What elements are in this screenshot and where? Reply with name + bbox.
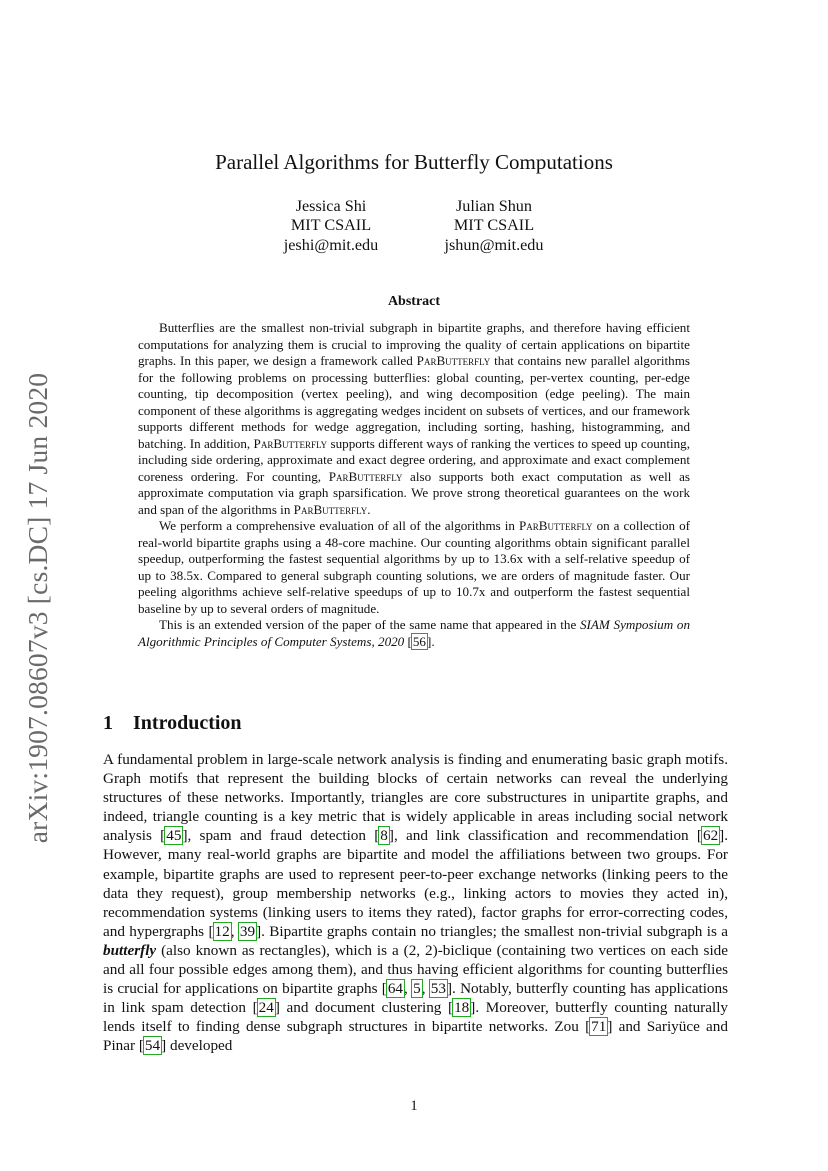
author-1: [246, 197, 416, 255]
author-name: Julian Shun: [456, 197, 532, 215]
framework-name: ParButterfly: [518, 518, 593, 533]
text-run: Butterflies are the smallest non-trivial subgraph in bipartite graphs, and therefore having efficient computations for analyzing them is crucial to improving the quality of certain applications on bipartite graphs. In this paper, we design a framework called: [138, 320, 690, 368]
text-run: .: [431, 633, 435, 649]
venue-name: SIAM Symposium on Algorithmic Principles of Computer Systems, 2020: [138, 617, 691, 649]
text-run: . Bipartite graphs contain no triangles; the smallest non-trivial subgraph is a: [261, 922, 729, 940]
framework-name: ParButterfly: [293, 501, 368, 517]
introduction-paragraph: A fundamental problem in large-scale network analysis is finding and enumerating basic graph motifs. Graph motifs that represent the building blocks of certain networks can reveal the underlying structures of these networks. Importantly, triangles are core substructures in unipartite graphs, and indeed, triangle counting is a key metric that is widely applicable in areas including social network analysis [45], spam and fraud detection [8], and link classification and recommendation [62]. However, many real-world graphs are bipartite and model the affiliations between two groups. For example, bipartite graphs are used to represent peer-to-peer exchange networks (linking peers to the data they request), group membership networks (e.g., linking actors to movies they acted in), recommendation systems (linking users to items they rated), factor graphs for error-correcting codes, and hypergraphs [12, 39]. Bipartite graphs contain no triangles; the smallest non-trivial subgraph is a butterfly (also known as rectangles), which is a (2, 2)-biclique (containing two vertices on each side and all four possible edges among them), and thus having efficient algorithms for counting butterflies is crucial for applications on bipartite graphs [64, 5, 53]. Notably, butterfly counting has applications in link spam detection [24] and document clustering [18]. Moreover, butterfly counting naturally lends itself to finding dense subgraph structures in bipartite networks. Zou [71] and Sariyüce and Pinar [54] developed: [103, 751, 729, 1055]
introduction-body: [103, 750, 728, 1056]
text-run: , spam and fraud detection: [187, 827, 366, 845]
citation-link[interactable]: 24: [258, 999, 274, 1017]
citation-link[interactable]: 53: [430, 980, 446, 998]
text-run: that contains new parallel algorithms for the following problems on processing butterflies: global counting, per-vertex counting, per-edge counting, tip decomposition (vertex peeling), and wing decomposition (edge peeling). The main component of these algorithms is aggregating wedges incident on subsets of vertices, and our framework supports different methods for wedge aggregation, including sorting, hashing, histogramming, and batching. In addition,: [138, 353, 690, 451]
paper-title: Parallel Algorithms for Butterfly Computations: [215, 150, 613, 174]
citation-link[interactable]: 54: [144, 1037, 161, 1055]
citation-link[interactable]: 12: [214, 922, 230, 940]
abstract-heading: Abstract: [387, 294, 441, 309]
text-run: on a collection of real-world bipartite graphs using a 48-core machine. Our counting algorithms obtain significant parallel speedup, outperforming the fastest sequential algorithms by up to 13.6x with a self-relative speedup of up to 38.5x. Compared to general subgraph counting solutions, we are orders of magnitude faster. Our peeling algorithms achieve self-relative speedups of up to 10.7x and outperform the fastest sequential baseline by up to several orders of magnitude.: [138, 518, 690, 616]
section-number: 1: [103, 712, 113, 734]
citation-link[interactable]: 62: [702, 827, 719, 845]
text-run: This is an extended version of the paper of the same name that appeared in the: [159, 617, 577, 632]
citation-link[interactable]: 45: [166, 827, 182, 845]
text-run: developed: [169, 1037, 233, 1055]
text-run: We perform a comprehensive evaluation of all of the algorithms in: [159, 518, 515, 533]
author-name: Jessica Shi: [295, 197, 367, 215]
arxiv-identifier-text: arXiv:1907.08607v3 [cs.DC] 17 Jun 2020: [22, 372, 53, 844]
framework-name: ParButterfly: [416, 353, 491, 368]
text-run: supports different ways of ranking the vertices to speed up counting, including side ordering, approximate and exact degree ordering, and approximate and exact complement coreness ordering. For counting,: [138, 435, 690, 484]
abstract-paragraph-1: [138, 320, 690, 518]
abstract-body: [138, 320, 690, 650]
text-run: (also known as rectangles), which is a (2, 2)-biclique (containing two vertices on each side and all four possible edges among them), and thus having efficient algorithms for counting butterflies is crucial for applications on bipartite graphs: [103, 941, 729, 998]
citation-link[interactable]: 56: [412, 633, 426, 649]
citation-link[interactable]: 64: [387, 980, 404, 998]
citation-link[interactable]: 8: [380, 827, 388, 845]
text-run: A fundamental problem in large-scale network analysis is finding and enumerating basic graph motifs. Graph motifs that represent the building blocks of certain networks can reveal the underlying structures of these networks. Importantly, triangles are core substructures in unipartite graphs, and indeed, triangle counting is a key metric that is widely applicable in areas including social network analysis: [103, 751, 728, 845]
framework-name: ParButterfly: [253, 435, 328, 451]
text-run: .: [367, 501, 371, 517]
author-email: jeshi@mit.edu: [283, 235, 379, 254]
citation-link[interactable]: 5: [413, 980, 421, 998]
citation-link[interactable]: 39: [239, 922, 256, 940]
author-2: [409, 197, 579, 255]
text-run: and Sariyüce and Pinar: [103, 1018, 728, 1055]
author-email: jshun@mit.edu: [444, 235, 544, 254]
emphasized-term: butterfly: [103, 941, 157, 959]
abstract-paragraph-2: [138, 518, 690, 617]
text-run: also supports both exact computation as well as approximate computation via graph sparsification. We prove strong theoretical guarantees on the work and span of the algorithms in: [138, 468, 690, 517]
text-run: . Notably, butterfly counting has applications in link spam detection: [103, 980, 729, 1017]
framework-name: ParButterfly: [328, 468, 403, 484]
author-affiliation: MIT CSAIL: [453, 216, 535, 235]
text-run: , and link classification and recommendation: [393, 827, 689, 845]
section-title: Introduction: [133, 712, 242, 734]
text-run: . However, many real-world graphs are bipartite and model the affiliations between two groups. For example, bipartite graphs are used to represent peer-to-peer exchange networks (linking peers to the data they request), group membership networks (e.g., linking actors to movies they acted in), recommendation systems (linking users to items they rated), factor graphs for error-correcting codes, and hypergraphs: [103, 827, 729, 940]
citation-link[interactable]: 18: [454, 999, 470, 1017]
text-run: . Moreover, butterfly counting naturally lends itself to finding dense subgraph structures in bipartite networks. Zou: [103, 999, 729, 1036]
section-heading: [103, 712, 242, 735]
abstract-paragraph-3: This is an extended version of the paper of the same name that appeared in the SIAM Symposium on Algorithmic Principles of Computer Systems, 2020 [56].: [138, 617, 691, 649]
page-number: 1: [410, 1098, 418, 1114]
author-affiliation: MIT CSAIL: [290, 216, 372, 235]
text-run: and document clustering: [286, 999, 442, 1017]
citation-link[interactable]: 71: [591, 1018, 607, 1036]
